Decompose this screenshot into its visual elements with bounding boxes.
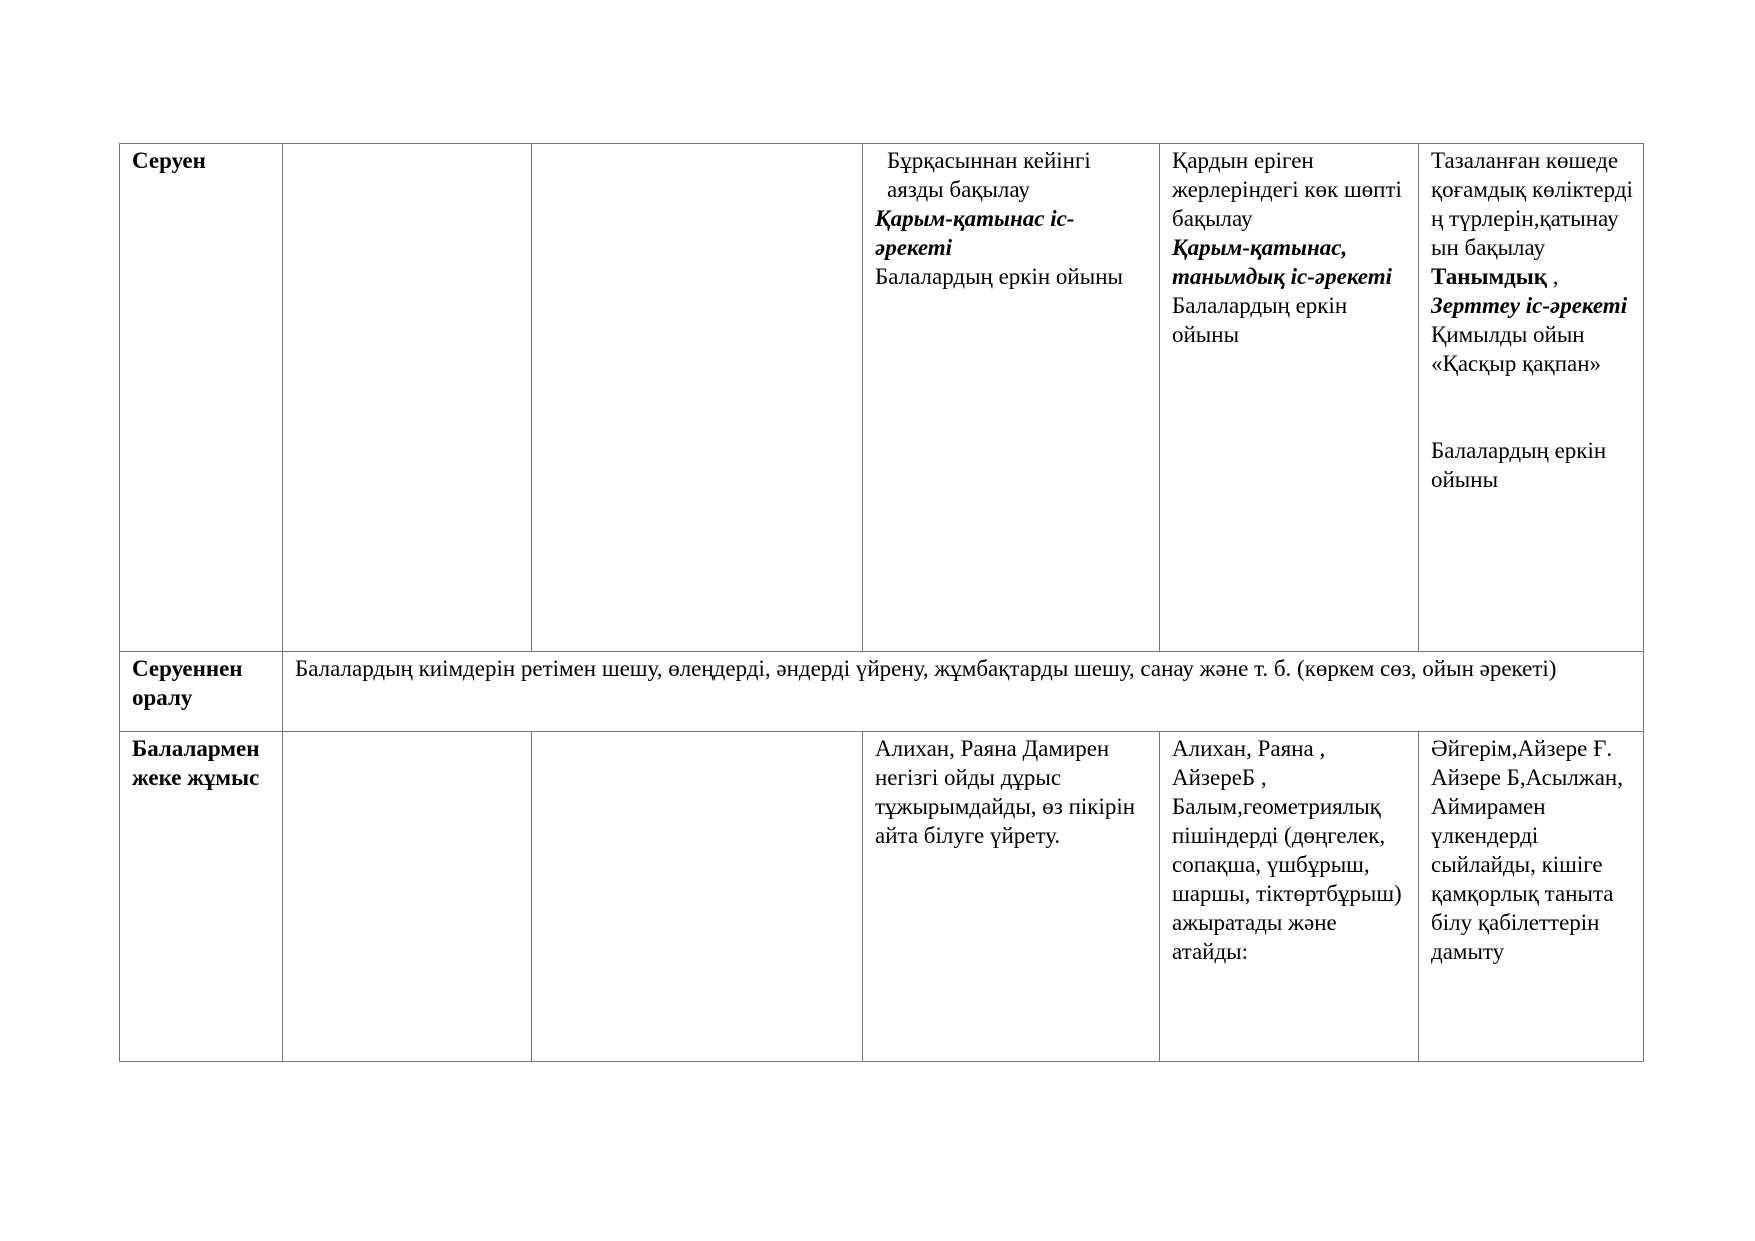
walk-day5-game-name: «Қасқыр қақпан» <box>1431 351 1602 376</box>
individual-day2-cell <box>532 732 863 1062</box>
walk-day4-cell <box>1160 144 1419 652</box>
walk-day3-activity: Бұрқасыннан кейінгі аязды бақылау <box>887 148 1091 202</box>
spacer <box>1431 378 1633 436</box>
walk-day3-free-play: Балалардың еркін ойыны <box>875 264 1123 289</box>
walk-day5-area-bold: Танымдық <box>1431 264 1547 289</box>
walk-day5-area-line <box>1431 262 1633 291</box>
walk-day5-free-play: Балалардың еркін ойыны <box>1431 438 1607 492</box>
walk-day4-activity: Қардын еріген жерлеріндегі көк шөпті бақылау <box>1172 148 1402 231</box>
individual-day5-cell: Әйгерім,Айзере Ғ. Айзере Б,Асылжан, Аймирамен үлкендерді сыйлайды, кішіге қамқорлық таныта білу қабілеттерін дамыту <box>1419 732 1644 1062</box>
schedule-table <box>119 143 1644 1062</box>
walk-day5-activity: Тазаланған көшеде қоғамдық көліктердің түрлерін,қатынауын бақылау <box>1431 148 1633 260</box>
walk-day1-cell <box>283 144 532 652</box>
return-text: Балалардың киімдерін ретімен шешу, өлеңдерді, әндерді үйрену, жұмбақтарды шешу, санау және т. б. (көркем сөз, ойын әрекеті) <box>283 652 1644 732</box>
individual-label: Балалармен жеке жұмыс <box>120 732 283 1062</box>
return-row <box>120 652 1644 732</box>
individual-row <box>120 732 1644 1062</box>
walk-day5-cell <box>1419 144 1644 652</box>
walk-day4-area: Қарым-қатынас, танымдық іс-әрекеті <box>1172 235 1392 289</box>
individual-day1-cell <box>283 732 532 1062</box>
walk-day4-free-play: Балалардың еркін ойыны <box>1172 293 1348 347</box>
return-label: Серуеннен оралу <box>120 652 283 732</box>
walk-row <box>120 144 1644 652</box>
individual-day3-cell: Алихан, Раяна Дамирен негізгі ойды дұрыс тұжырымдайды, өз пікірін айта білуге үйрету. <box>863 732 1160 1062</box>
walk-day5-game-title: Қимылды ойын <box>1431 322 1585 347</box>
walk-day2-cell <box>532 144 863 652</box>
individual-day4-cell: Алихан, Раяна , АйзереБ , Балым,геометриялық пішіндерді (дөңгелек, сопақша, үшбұрыш, шаршы, тіктөртбұрыш) ажыратады және атайды: <box>1160 732 1419 1062</box>
walk-label: Серуен <box>120 144 283 652</box>
walk-day3-cell <box>863 144 1160 652</box>
walk-day3-area: Қарым-қатынас іс-әрекеті <box>875 206 1075 260</box>
walk-day5-area-italic: Зерттеу іс-әрекеті <box>1431 293 1628 318</box>
walk-day5-area-sep: , <box>1547 264 1559 289</box>
